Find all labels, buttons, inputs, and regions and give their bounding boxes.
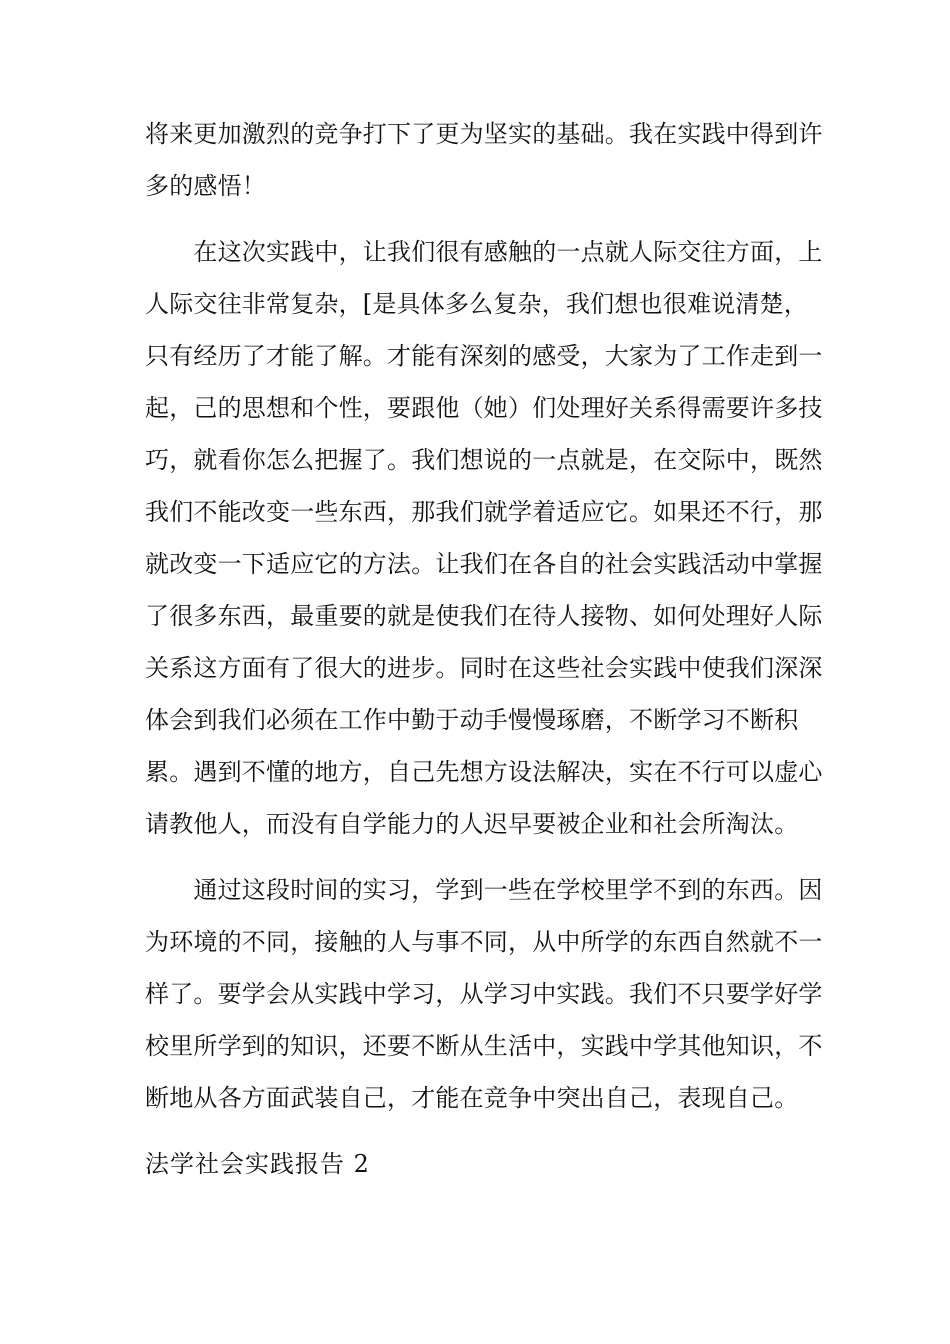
section-heading: 法学社会实践报告 2 <box>145 1150 370 1178</box>
paragraph-2-line-2: 人际交往非常复杂，[是具体多么复杂，我们想也很难说清楚， <box>145 290 808 318</box>
paragraph-2-line-12: 请教他人，而没有自学能力的人迟早要被企业和社会所淘汰。 <box>145 810 799 838</box>
paragraph-2-line-6: 我们不能改变一些东西，那我们就学着适应它。如果还不行，那 <box>145 498 823 526</box>
paragraph-3-line-2: 为环境的不同，接触的人与事不同，从中所学的东西自然就不一 <box>145 928 823 956</box>
paragraph-3-line-1: 通过这段时间的实习，学到一些在学校里学不到的东西。因 <box>145 876 823 904</box>
paragraph-3-line-4: 校里所学到的知识，还要不断从生活中，实践中学其他知识，不 <box>145 1032 823 1060</box>
paragraph-2-line-1: 在这次实践中，让我们很有感触的一点就人际交往方面，上 <box>145 238 823 266</box>
paragraph-2-line-8: 了很多东西，最重要的就是使我们在待人接物、如何处理好人际 <box>145 602 823 630</box>
paragraph-3-line-5: 断地从各方面武装自己，才能在竞争中突出自己，表现自己。 <box>145 1084 799 1112</box>
paragraph-2-line-11: 累。遇到不懂的地方，自己先想方设法解决，实在不行可以虚心 <box>145 758 823 786</box>
paragraph-2-line-7: 就改变一下适应它的方法。让我们在各自的社会实践活动中掌握 <box>145 550 823 578</box>
paragraph-1-line-1: 将来更加激烈的竞争打下了更为坚实的基础。我在实践中得到许 <box>145 120 823 148</box>
paragraph-2-line-3: 只有经历了才能了解。才能有深刻的感受，大家为了工作走到一 <box>145 342 823 370</box>
paragraph-2-line-10: 体会到我们必须在工作中勤于动手慢慢琢磨，不断学习不断积 <box>145 706 799 734</box>
paragraph-2-line-4: 起，己的思想和个性，要跟他（她）们处理好关系得需要许多技 <box>145 394 823 422</box>
paragraph-1-line-2: 多的感悟！ <box>145 172 266 200</box>
paragraph-3-line-3: 样了。要学会从实践中学习，从学习中实践。我们不只要学好学 <box>145 980 823 1008</box>
paragraph-2-line-9: 关系这方面有了很大的进步。同时在这些社会实践中使我们深深 <box>145 654 823 682</box>
paragraph-2-line-5: 巧，就看你怎么把握了。我们想说的一点就是，在交际中，既然 <box>145 446 823 474</box>
